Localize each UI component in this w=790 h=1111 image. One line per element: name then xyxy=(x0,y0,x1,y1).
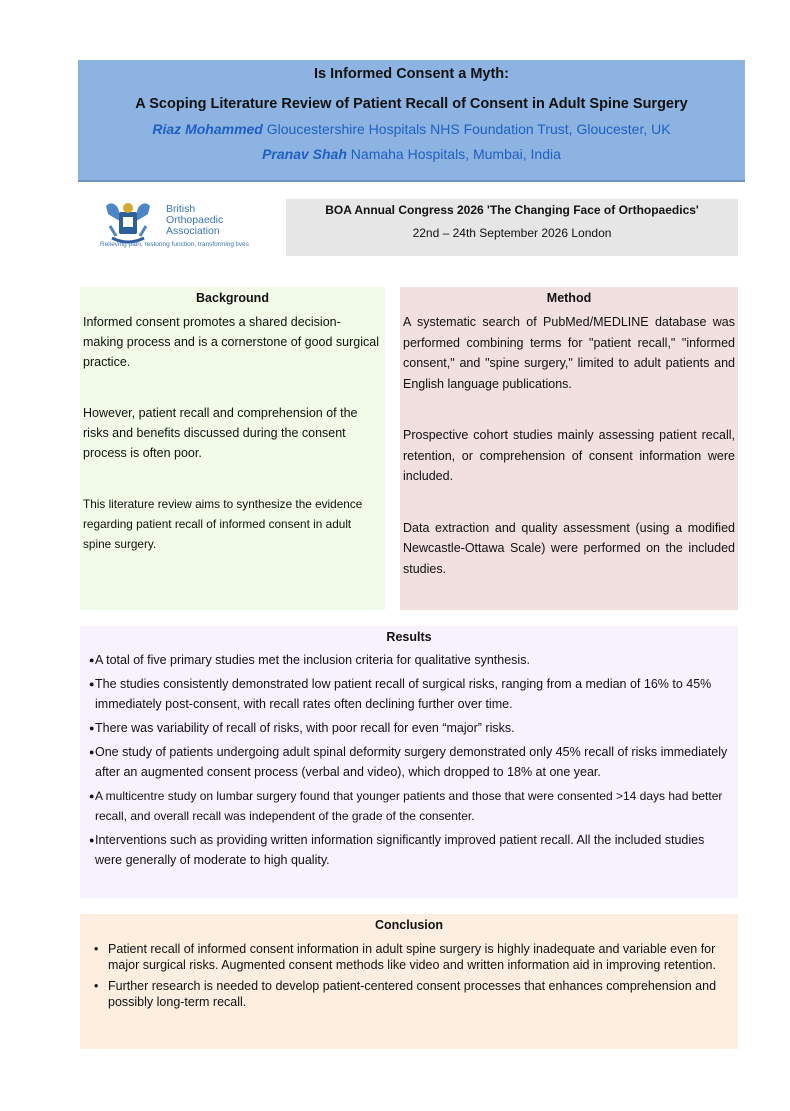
list-item-text: There was variability of recall of risks, with poor recall for even “major” risks. xyxy=(95,721,515,735)
section-body xyxy=(400,305,738,579)
author-name: Pranav Shah xyxy=(262,146,347,162)
poster-subtitle: A Scoping Literature Review of Patient Recall of Consent in Adult Spine Surgery xyxy=(135,96,688,112)
list-item xyxy=(89,830,732,870)
bullet-icon: ● xyxy=(89,679,95,689)
paragraph: Informed consent promotes a shared decision-making process and is a cornerstone of good surgical practice. xyxy=(83,315,379,369)
poster-title: Is Informed Consent a Myth: xyxy=(314,66,509,82)
author-affiliation: Gloucestershire Hospitals NHS Foundation Trust, Gloucester, UK xyxy=(262,121,671,137)
list-item-text: A total of five primary studies met the inclusion criteria for qualitative synthesis. xyxy=(95,653,530,667)
logo-tagline: Relieving pain, restoring function, transforming lives xyxy=(100,241,249,248)
paragraph: However, patient recall and comprehension of the risks and benefits discussed during the consent process is often poor. xyxy=(83,406,358,460)
logo-line: Association xyxy=(166,225,220,237)
author-line-1 xyxy=(78,121,745,137)
bullet-icon: • xyxy=(94,979,99,993)
section-title: Results xyxy=(386,630,432,644)
list-item-text: One study of patients undergoing adult spinal deformity surgery demonstrated only 45% recall of risks immediately after an augmented consent process (verbal and video), which dropped to 18% at one year. xyxy=(95,745,728,779)
list-item xyxy=(89,742,732,782)
logo-text xyxy=(166,204,223,237)
list-item xyxy=(94,941,728,973)
method-section xyxy=(400,287,738,610)
results-section xyxy=(80,626,738,898)
author-line-2 xyxy=(78,146,745,162)
author-name: Riaz Mohammed xyxy=(152,121,263,137)
congress-title: BOA Annual Congress 2026 'The Changing Face of Orthopaedics' xyxy=(325,203,699,217)
section-title: Background xyxy=(196,291,269,305)
list-item xyxy=(89,650,732,670)
conclusion-section xyxy=(80,914,738,1049)
bullet-icon: ● xyxy=(89,791,95,801)
congress-dates: 22nd – 24th September 2026 London xyxy=(412,226,612,240)
list-item xyxy=(94,978,728,1010)
section-body xyxy=(80,305,385,554)
bullet-icon: • xyxy=(94,942,99,956)
conclusion-list xyxy=(80,932,738,1010)
list-item-text: Patient recall of informed consent information in adult spine surgery is highly inadequate and variable even for major surgical risks. Augmented consent methods like video and written information aid in improving retention. xyxy=(108,942,716,972)
bullet-icon: ● xyxy=(89,747,95,757)
paragraph: Prospective cohort studies mainly assessing patient recall, retention, or comprehension of consent information were included. xyxy=(403,428,735,483)
logo-line: Orthopaedic xyxy=(166,214,224,226)
list-item xyxy=(89,718,732,738)
author-affiliation: Namaha Hospitals, Mumbai, India xyxy=(346,146,561,162)
bullet-icon: ● xyxy=(89,655,95,665)
bullet-icon: ● xyxy=(89,835,95,845)
paragraph: This literature review aims to synthesize the evidence regarding patient recall of informed consent in adult spine surgery. xyxy=(83,497,363,551)
background-section xyxy=(80,287,385,610)
section-title: Method xyxy=(546,291,592,305)
bullet-icon: ● xyxy=(89,723,95,733)
list-item xyxy=(89,674,732,714)
list-item xyxy=(89,786,732,826)
list-item-text: Interventions such as providing written information significantly improved patient recall. All the included studies were generally of moderate to high quality. xyxy=(95,833,705,867)
boa-logo xyxy=(100,196,270,254)
list-item-text: Further research is needed to develop patient-centered consent processes that enhances comprehension and possibly long-term recall. xyxy=(108,979,717,1009)
section-title: Conclusion xyxy=(374,918,444,932)
poster-header xyxy=(78,60,745,182)
list-item-text: A multicentre study on lumbar surgery found that younger patients and those that were consented >14 days had better recall, and overall recall was independent of the grade of the consenter. xyxy=(95,789,723,823)
list-item-text: The studies consistently demonstrated low patient recall of surgical risks, ranging from a median of 16% to 45% immediately post-consent, with recall rates often declining further over time. xyxy=(95,677,712,711)
congress-box xyxy=(286,199,738,256)
paragraph: Data extraction and quality assessment (using a modified Newcastle-Ottawa Scale) were performed on the included studies. xyxy=(403,520,735,576)
logo-line: British xyxy=(166,203,196,215)
results-list xyxy=(80,644,738,870)
paragraph: A systematic search of PubMed/MEDLINE database was performed combining terms for "patient recall," "informed consent," and "spine surgery," limited to adult patients and English language publications. xyxy=(403,315,735,391)
